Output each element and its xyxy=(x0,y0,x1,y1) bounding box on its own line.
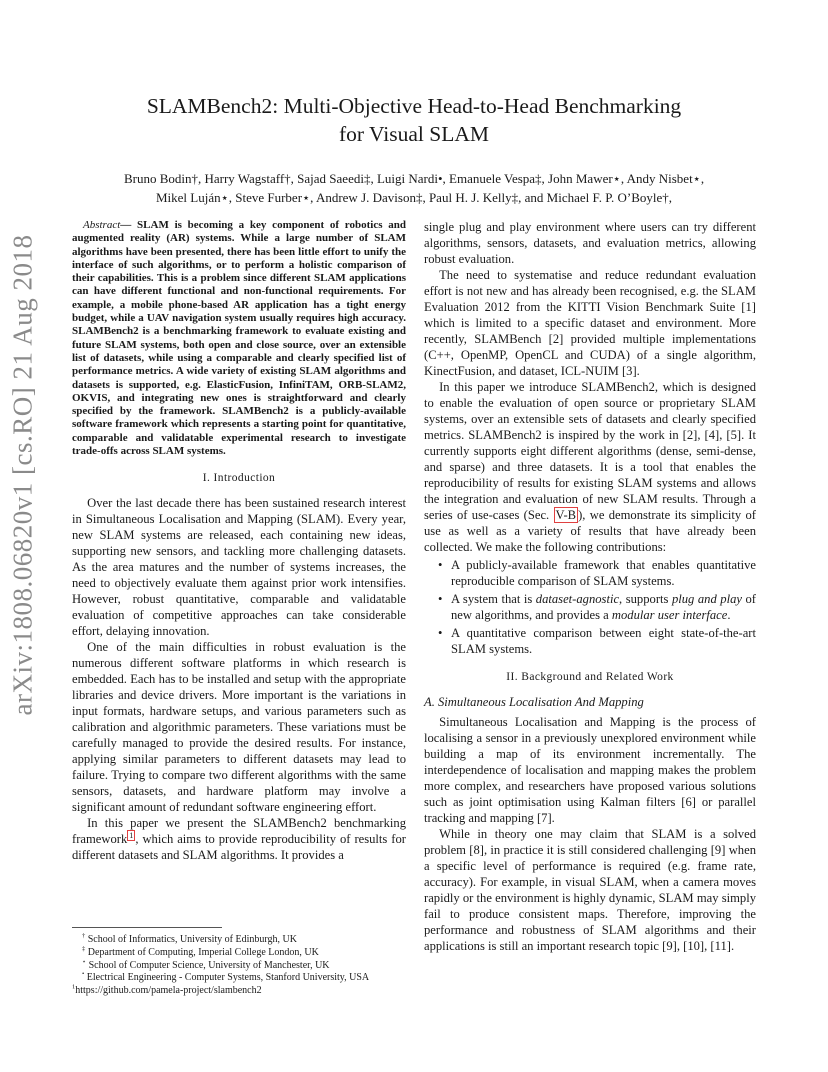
intro-paragraph-2: One of the main difficulties in robust evaluation is the numerous different software platforms in which research is embedded. Each has to be installed and setup with the appropriate libraries and device drivers. More important is the variations in input formats, hardware setups, and various parameters such as calibration and algorithmic parameters. These variations must be carefully managed to provide the desired results. For instance, applying similar parameters to different datasets may lead to failure. Trying to compare two different algorithms with the same sensors, datasets, and hardware platform may involve a significant amount of redundant software engineering effort. xyxy=(72,640,406,815)
left-column xyxy=(72,219,406,863)
contribution-1-text: A publicly-available framework that enables quantitative reproducible comparison of SLAM systems. xyxy=(451,558,756,588)
footnote-mark: ⋆ xyxy=(82,958,87,966)
footnote-mark: • xyxy=(82,971,85,979)
footnote-link-1[interactable]: 1 xyxy=(129,831,134,841)
author-list xyxy=(60,170,768,207)
paper-title xyxy=(60,92,768,148)
contribution-2-emph-a: dataset-agnostic xyxy=(535,592,620,606)
abstract-label: Abstract xyxy=(83,219,121,231)
right-p3-text-b: ), we demonstrate its simplicity of use as well as a variety of results that have already been collected. We make the following contributions: xyxy=(424,508,756,554)
abstract xyxy=(72,219,406,458)
authors-line-1: Bruno Bodin†, Harry Wagstaff†, Sajad Saeedi‡, Luigi Nardi•, Emanuele Vespa‡, John Mawer⋆, Andy Nisbet⋆, xyxy=(123,171,705,186)
contribution-2-text-b: , supports xyxy=(619,592,672,606)
contribution-2-text-a: A system that is xyxy=(451,592,536,606)
contribution-2-text-c: of new algorithms, and provides a xyxy=(451,592,757,622)
footnote-url[interactable]: https://github.com/pamela-project/slambench2 xyxy=(75,985,262,997)
title-line-1: SLAMBench2: Multi-Objective Head-to-Head Benchmarking xyxy=(146,94,682,118)
footnote-text: Department of Computing, Imperial College London, UK xyxy=(87,946,319,958)
abstract-text: — SLAM is becoming a key component of robotics and augmented reality (AR) systems. While a large number of SLAM algorithms have been presented, there has been little effort to unify the interface of such algorithms, or to perform a holistic comparison of their capabilities. This is a problem since different SLAM applications can have different functional and non-functional requirements. For example, a mobile phone-based AR application has a tight energy budget, while a UAV navigation system usually requires high accuracy. SLAMBench2 is a benchmarking framework to evaluate existing and future SLAM systems, both open and close source, over an extensible list of datasets, while using a comparable and clearly specified list of performance metrics. A wide variety of existing SLAM algorithms and datasets is supported, e.g. ElasticFusion, InfiniTAM, ORB-SLAM2, OKVIS, and integrating new ones is straightforward and clearly specified by the framework. SLAMBench2 is a publicly-available software framework which represents a starting point for quantitative, comparable and validatable experimental research to investigate trade-offs across SLAM systems. xyxy=(72,219,406,458)
footnote-item xyxy=(72,972,406,985)
intro-p3-text-b: , which aims to provide reproducibility of results for different datasets and SLAM algorithms. It provides a xyxy=(72,832,406,863)
right-paragraph-2: The need to systematise and reduce redundant evaluation effort is not new and has already been recognised, e.g. the SLAM Evaluation 2012 from the KITTI Vision Benchmark Suite [1] which is limited to a specific dataset and environment. More recently, SLAMBench [2] provided multiple implementations (C++, OpenMP, OpenCL and CUDA) of a single algorithm, KinectFusion, and dataset, ICL-NUIM [3]. xyxy=(424,268,756,378)
footnote-item xyxy=(72,934,406,947)
footnote-mark: ‡ xyxy=(82,945,86,953)
footnote-text: School of Informatics, University of Edinburgh, UK xyxy=(87,934,297,945)
right-paragraph-3 xyxy=(424,379,756,555)
intro-paragraph-3 xyxy=(72,815,406,863)
footnote-item xyxy=(72,960,406,973)
contribution-3-text: A quantitative comparison between eight state-of-the-art SLAM systems. xyxy=(451,626,756,656)
section-heading-background: II. Background and Related Work xyxy=(506,671,674,683)
right-paragraph-1: single plug and play environment where users can try different algorithms, sensors, datasets, and evaluation metrics, allowing robust evaluation. xyxy=(424,220,756,266)
authors-line-2: Mikel Luján⋆, Steve Furber⋆, Andrew J. Davison‡, Paul H. J. Kelly‡, and Michael F. P. O’Boyle†, xyxy=(155,189,673,205)
title-line-2: for Visual SLAM xyxy=(338,122,489,146)
footnote-mark: † xyxy=(82,932,86,940)
footnote-divider xyxy=(72,927,222,928)
contribution-2-text-d: . xyxy=(727,608,731,622)
contribution-2-emph-b: plug and play xyxy=(671,592,742,606)
list-item xyxy=(434,591,756,623)
arxiv-id-text: arXiv:1808.06820v1 [cs.RO] 21 Aug 2018 xyxy=(7,234,38,716)
intro-paragraph-1: Over the last decade there has been sustained research interest in Simultaneous Localisation and Mapping (SLAM). Every year, new SLAM systems are released, each containing new ideas, supporting new sensors, and tackling more challenging datasets. As the area matures and the number of systems increases, the need to objectively evaluate them against prior work intensifies. However, robust quantitative, comparable and validatable evaluation of competitive approaches can take considerable effort, delaying innovation. xyxy=(72,496,406,639)
contributions-list xyxy=(424,557,756,657)
footnote-mark: 1 xyxy=(72,983,76,991)
right-p3-text-a: In this paper we introduce SLAMBench2, which is designed to enable the evaluation of open source or proprietary SLAM systems, over an extensible sets of datasets and clearly specified metrics. SLAMBench2 is inspired by the work in [2], [4], [5]. It currently supports eight different algorithms (dense, semi-dense, and sparse) and three datasets. It is a tool that enables the reproducibility of results for existing SLAM systems and allows the integration and evaluation of new SLAM results. Through a series of use-cases (Sec. xyxy=(424,380,756,522)
section-heading-introduction: I. Introduction xyxy=(202,472,276,485)
bullet-icon: • xyxy=(438,592,443,606)
footnote-text: School of Computer Science, University of Manchester, UK xyxy=(88,959,330,971)
list-item xyxy=(434,625,756,657)
footnote-item xyxy=(72,947,406,960)
section-link-v-b[interactable]: V-B xyxy=(555,508,577,522)
background-paragraph-2: While in theory one may claim that SLAM is a solved problem [8], in practice it is still considered challenging [9] when a specific level of performance is required (e.g. frame rate, accuracy). For example, in visual SLAM, when a camera moves rapidly or the environment is highly dynamic, SLAM may simply fail to produce consistent maps. Therefore, improving the performance and robustness of SLAM algorithms and their applications is still an important research topic [9], [10], [11]. xyxy=(424,827,756,953)
list-item xyxy=(434,557,756,589)
footnote-item xyxy=(72,985,406,998)
background-paragraph-1: Simultaneous Localisation and Mapping is the process of localising a sensor in a previously unexplored environment while building a map of its environment incrementally. The interdependence of localisation and mapping makes the problem more complex, and researchers have proposed various solutions such as joint optimisation using Kalman filters [6] or parallel tracking and mapping [7]. xyxy=(424,715,756,825)
bullet-icon: • xyxy=(438,558,443,572)
bullet-icon: • xyxy=(438,626,443,640)
intro-p3-text-a: In this paper we present the SLAMBench2 benchmarking framework xyxy=(72,816,406,847)
right-column xyxy=(424,219,756,954)
subsection-heading-slam: A. Simultaneous Localisation And Mapping xyxy=(424,695,644,709)
footnotes xyxy=(72,927,406,998)
contribution-2-emph-c: modular user interface xyxy=(611,608,728,622)
footnote-text: Electrical Engineering - Computer Systems, Stanford University, USA xyxy=(86,972,370,984)
